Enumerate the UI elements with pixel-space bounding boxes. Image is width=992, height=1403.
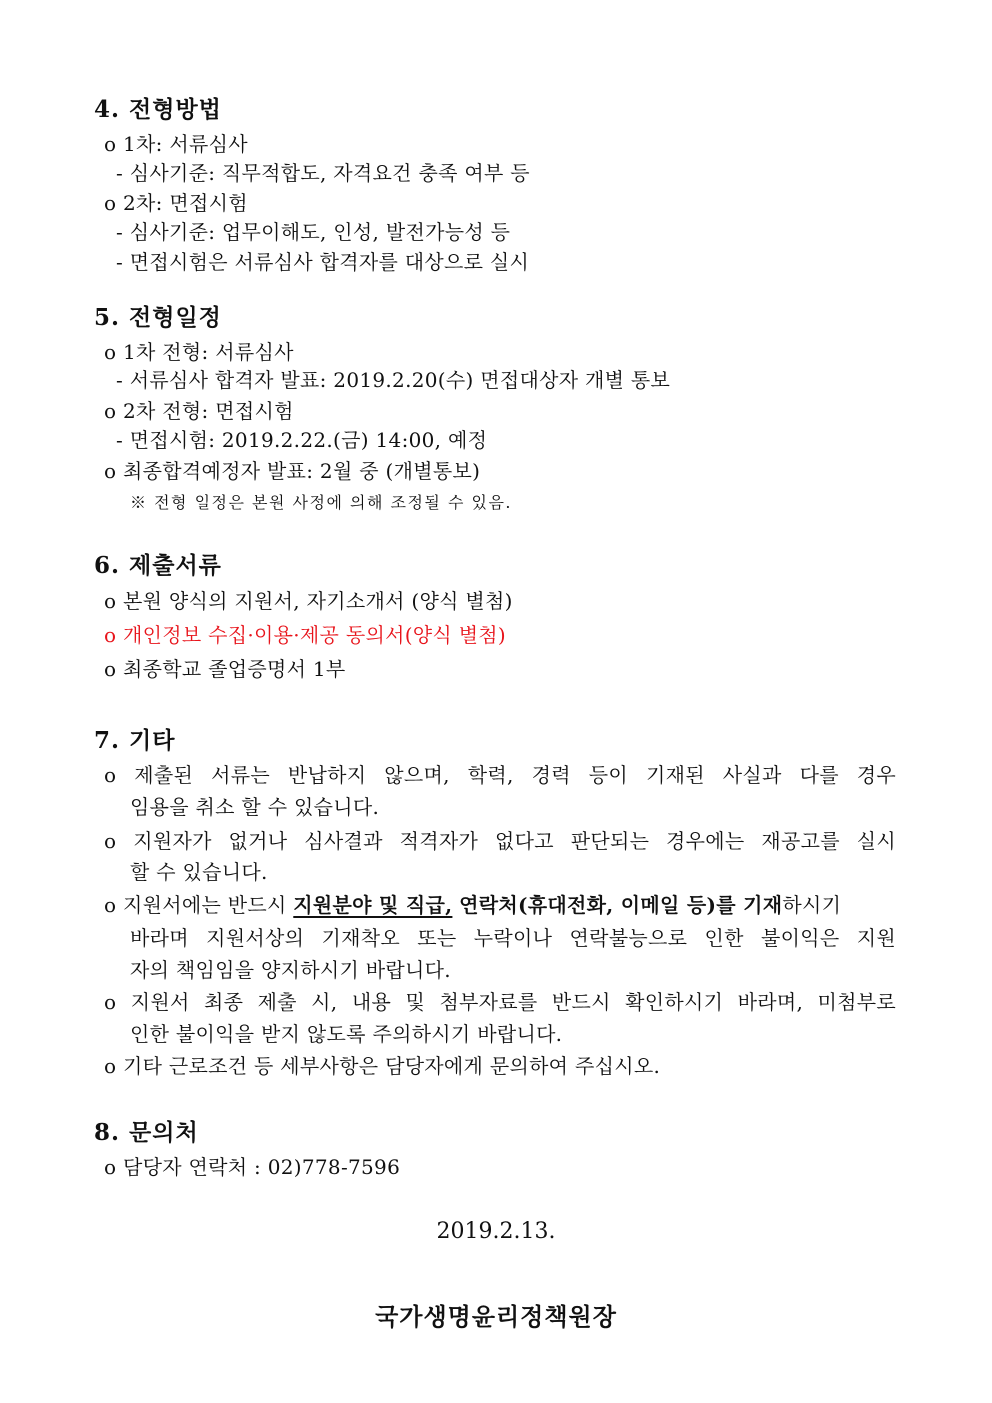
s6-item-1: o 본원 양식의 지원서, 자기소개서 (양식 별첨) — [104, 589, 513, 613]
s4-sub-1: - 심사기준: 직무적합도, 자격요건 충족 여부 등 — [116, 161, 530, 185]
s7-item-5: o 기타 근로조건 등 세부사항은 담당자에게 문의하여 주십시오. — [104, 1054, 661, 1078]
s7-item-4: o 지원서 최종 제출 시, 내용 및 첨부자료를 반드시 확인하시기 바라며, 미첨부로 — [104, 990, 896, 1014]
s7-item-2-cont: 할 수 있습니다. — [130, 860, 268, 884]
s7-item-2: o 지원자가 없거나 심사결과 적격자가 없다고 판단되는 경우에는 재공고를 실시 — [104, 829, 896, 853]
s5-sub-2: - 면접시험: 2019.2.22.(금) 14:00, 예정 — [116, 428, 488, 452]
s7-item-3-lead: o 지원서에는 반드시 — [104, 893, 294, 917]
s5-item-1: o 1차 전형: 서류심사 — [104, 340, 294, 364]
s5-sub-1: - 서류심사 합격자 발표: 2019.2.20(수) 면접대상자 개별 통보 — [116, 368, 671, 392]
s5-note: ※ 전형 일정은 본원 사정에 의해 조정될 수 있음. — [130, 493, 512, 512]
s7-item-3-cont-2: 자의 책임임을 양지하시기 바랍니다. — [130, 958, 451, 982]
s6-item-3: o 최종학교 졸업증명서 1부 — [104, 657, 346, 681]
s7-item-3 — [104, 889, 896, 918]
s7-item-3-cont-1: 바라며 지원서상의 기재착오 또는 누락이나 연락불능으로 인한 불이익은 지원 — [130, 926, 896, 950]
s7-item-3-tail: 하시기 — [782, 893, 842, 917]
s4-item-1: o 1차: 서류심사 — [104, 132, 248, 156]
s7-item-3-bold: 연락처(휴대전화, 이메일 등)를 기재 — [459, 893, 783, 917]
section-4-title: 4. 전형방법 — [94, 96, 222, 123]
s7-item-4-cont: 인한 불이익을 받지 않도록 주의하시기 바랍니다. — [130, 1022, 563, 1046]
section-6-title: 6. 제출서류 — [94, 552, 222, 579]
s4-sub-2: - 심사기준: 업무이해도, 인성, 발전가능성 등 — [116, 220, 511, 244]
s4-sub-3: - 면접시험은 서류심사 합격자를 대상으로 실시 — [116, 250, 530, 274]
issue-date: 2019.2.13. — [436, 1219, 556, 1244]
s4-item-2: o 2차: 면접시험 — [104, 191, 248, 215]
s7-item-1: o 제출된 서류는 반납하지 않으며, 학력, 경력 등이 기재된 사실과 다를 경우 — [104, 763, 896, 787]
s6-item-2: o 개인정보 수집·이용·제공 동의서(양식 별첨) — [104, 623, 507, 647]
s7-item-3-underlined: 지원분야 및 직급, — [293, 893, 453, 917]
section-5-title: 5. 전형일정 — [94, 304, 222, 331]
issuer-name: 국가생명윤리정책원장 — [375, 1302, 617, 1331]
s5-item-2: o 2차 전형: 면접시험 — [104, 399, 294, 423]
section-7-title: 7. 기타 — [94, 727, 176, 754]
s8-item-1: o 담당자 연락처 : 02)778-7596 — [104, 1155, 401, 1179]
section-8-title: 8. 문의처 — [94, 1119, 199, 1146]
s7-item-1-cont: 임용을 취소 할 수 있습니다. — [130, 795, 380, 819]
s5-item-3: o 최종합격예정자 발표: 2월 중 (개별통보) — [104, 459, 481, 483]
